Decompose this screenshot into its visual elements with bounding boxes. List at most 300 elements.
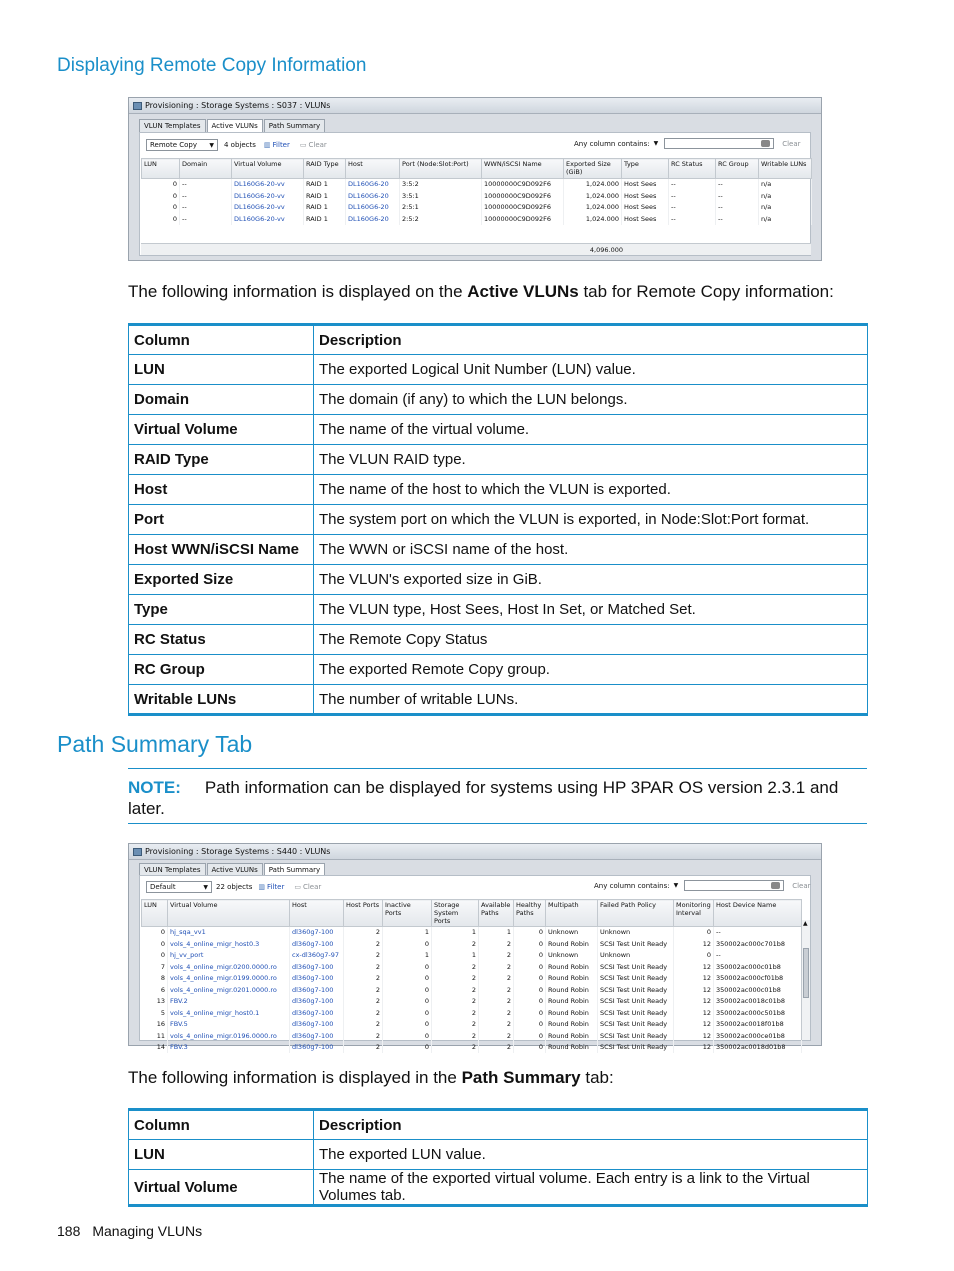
table-cell: SCSI Test Unit Ready [598, 973, 674, 985]
table-cell: 1,024.000 [564, 202, 622, 214]
table-cell: dl360g7-100 [290, 1007, 344, 1019]
col-exported-size[interactable]: Exported Size (GiB) [564, 159, 622, 179]
table-cell: vols_4_online_migr_host0.1 [168, 1007, 290, 1019]
col-rc-status[interactable]: RC Status [669, 159, 716, 179]
path-summary-columns-table [128, 1108, 868, 1207]
table-row[interactable] [142, 213, 812, 225]
table-cell: 0 [514, 961, 546, 973]
column-name: Host WWN/iSCSI Name [129, 535, 314, 565]
table-row [129, 595, 868, 625]
tab-bar [139, 119, 326, 132]
table-cell: 2:5:1 [400, 202, 482, 214]
clear-button[interactable]: Clear [302, 883, 322, 891]
col-virtual-volume[interactable]: Virtual Volume [232, 159, 304, 179]
table-row [129, 535, 868, 565]
object-count: 4 objects [224, 141, 256, 149]
table-cell: 3:5:1 [400, 190, 482, 202]
table-cell: 12 [674, 973, 714, 985]
table-cell: RAID 1 [304, 179, 346, 191]
table-cell: 0 [514, 1019, 546, 1031]
tab-vlun-templates[interactable]: VLUN Templates [139, 863, 206, 876]
column-name: Host [129, 475, 314, 505]
col-rc-group[interactable]: RC Group [716, 159, 759, 179]
paragraph-active-vluns: The following information is displayed on the Active VLUNs tab for Remote Copy information: [128, 282, 834, 301]
table-cell: dl360g7-100 [290, 973, 344, 985]
table-cell: Round Robin [546, 984, 598, 996]
table-cell: 0 [142, 202, 180, 214]
table-cell: hj_vv_port [168, 950, 290, 962]
table-cell: DL160G6-20 [346, 213, 400, 225]
window-title: Provisioning : Storage Systems : S440 : VLUNs [145, 847, 331, 856]
table-cell: SCSI Test Unit Ready [598, 961, 674, 973]
screenshot-path-summary [128, 843, 822, 1051]
table-cell: 0 [514, 950, 546, 962]
column-name: Virtual Volume [129, 415, 314, 445]
table-cell: 8 [142, 973, 168, 985]
table-cell: 0 [383, 961, 432, 973]
table-cell: 350002ac0018d01b8 [714, 1042, 802, 1054]
table-cell: 2 [432, 973, 479, 985]
table-cell: 11 [142, 1030, 168, 1042]
table-cell: 1 [432, 950, 479, 962]
table-cell: 0 [142, 213, 180, 225]
filter-dropdown[interactable]: Default ▼ [146, 881, 212, 893]
column-description: The exported LUN value. [314, 1140, 868, 1170]
object-count: 22 objects [216, 883, 253, 891]
table-cell: -- [669, 190, 716, 202]
section-heading: Displaying Remote Copy Information [57, 55, 367, 76]
col-domain[interactable]: Domain [180, 159, 232, 179]
table-cell: hj_sqa_vv1 [168, 927, 290, 939]
screenshot-active-vluns [128, 97, 822, 261]
table-cell: 0 [142, 179, 180, 191]
table-cell: 0 [514, 927, 546, 939]
table-cell: 2 [479, 950, 514, 962]
table-cell: 0 [514, 996, 546, 1008]
table-row [129, 1170, 868, 1206]
col-available-paths[interactable]: Available Paths [479, 900, 514, 927]
table-cell: dl360g7-100 [290, 984, 344, 996]
table-cell: 0 [674, 927, 714, 939]
table-cell: DL160G6-20-vv [232, 213, 304, 225]
column-name: LUN [129, 355, 314, 385]
table-cell: RAID 1 [304, 213, 346, 225]
col-wwn[interactable]: WWN/iSCSI Name [482, 159, 564, 179]
page-footer [57, 1223, 202, 1239]
col-healthy-paths[interactable]: Healthy Paths [514, 900, 546, 927]
table-row[interactable] [142, 973, 802, 985]
table-cell: 0 [383, 1019, 432, 1031]
col-failed-path-policy[interactable]: Failed Path Policy [598, 900, 674, 927]
table-cell: -- [716, 179, 759, 191]
column-name: Type [129, 595, 314, 625]
table-cell: 350002ac000c701b8 [714, 938, 802, 950]
filter-button[interactable]: Filter [272, 141, 290, 149]
vlun-table [141, 158, 812, 225]
table-row[interactable] [142, 190, 812, 202]
any-column-label: Any column contains: [574, 139, 650, 148]
table-cell: 350002ac000c01b8 [714, 984, 802, 996]
search-input[interactable] [664, 138, 774, 149]
table-cell: Round Robin [546, 1019, 598, 1031]
paragraph-path-summary: The following information is displayed in the Path Summary tab: [128, 1068, 614, 1087]
table-row[interactable] [142, 1019, 802, 1031]
table-cell: 12 [674, 1007, 714, 1019]
table-cell: DL160G6-20 [346, 190, 400, 202]
table-cell: vols_4_online_migr.0200.0000.ro [168, 961, 290, 973]
col-host-device-name[interactable]: Host Device Name [714, 900, 802, 927]
totals-row [141, 243, 811, 255]
table-cell: FBV.2 [168, 996, 290, 1008]
table-cell: RAID 1 [304, 190, 346, 202]
filter-icon: ▥ [258, 883, 265, 891]
table-cell: dl360g7-100 [290, 961, 344, 973]
table-cell: 1 [383, 927, 432, 939]
header-column: Column [129, 1110, 314, 1140]
col-writable-luns[interactable]: Writable LUNs [759, 159, 812, 179]
table-cell: 2 [344, 938, 383, 950]
table-cell: n/a [759, 213, 812, 225]
chevron-down-icon[interactable]: ▼ [673, 882, 679, 889]
table-cell: SCSI Test Unit Ready [598, 1019, 674, 1031]
table-cell: -- [714, 927, 802, 939]
col-virtual-volume[interactable]: Virtual Volume [168, 900, 290, 927]
binoculars-icon [761, 140, 770, 147]
chevron-down-icon[interactable]: ▼ [653, 140, 659, 147]
search-input[interactable] [684, 880, 784, 891]
table-cell: Unknown [546, 950, 598, 962]
table-cell: vols_4_online_migr.0201.0000.ro [168, 984, 290, 996]
table-cell: 10000000C9D092F6 [482, 179, 564, 191]
chevron-down-icon: ▼ [203, 883, 208, 891]
table-cell: -- [180, 202, 232, 214]
table-cell: 2 [479, 1007, 514, 1019]
tab-active-vluns[interactable]: Active VLUNs [207, 119, 263, 132]
table-cell: 2 [344, 1007, 383, 1019]
table-cell: 2 [432, 1019, 479, 1031]
vertical-scrollbar[interactable] [801, 920, 810, 1040]
table-cell: 2 [344, 950, 383, 962]
clear-icon: ▭ [299, 141, 307, 149]
column-description: The name of the virtual volume. [314, 415, 868, 445]
table-cell: 2 [479, 984, 514, 996]
table-cell: 12 [674, 996, 714, 1008]
column-name: Exported Size [129, 565, 314, 595]
table-cell: vols_4_online_migr.0199.0000.ro [168, 973, 290, 985]
column-name: RC Status [129, 625, 314, 655]
table-cell: dl360g7-100 [290, 996, 344, 1008]
table-cell: 0 [383, 938, 432, 950]
column-description: The WWN or iSCSI name of the host. [314, 535, 868, 565]
any-column-label: Any column contains: [594, 881, 670, 890]
table-row[interactable] [142, 179, 812, 191]
table-cell: dl360g7-100 [290, 1030, 344, 1042]
tab-path-summary[interactable]: Path Summary [264, 863, 325, 876]
column-name: RC Group [129, 655, 314, 685]
table-cell: 2 [479, 1019, 514, 1031]
column-name: Writable LUNs [129, 685, 314, 715]
table-cell: 350002ac000cf01b8 [714, 973, 802, 985]
table-cell: 2 [344, 927, 383, 939]
table-cell: 2 [344, 996, 383, 1008]
table-cell: 2 [344, 973, 383, 985]
table-row [129, 655, 868, 685]
column-description: The number of writable LUNs. [314, 685, 868, 715]
toolbar [146, 881, 321, 893]
table-cell: dl360g7-100 [290, 927, 344, 939]
table-cell: 2 [432, 1042, 479, 1054]
vlun-panel [139, 132, 811, 256]
table-cell: -- [716, 190, 759, 202]
clear-icon: ▭ [294, 883, 301, 891]
column-description: The VLUN RAID type. [314, 445, 868, 475]
table-cell: 6 [142, 984, 168, 996]
clear-search-button[interactable]: Clear [792, 881, 811, 890]
table-cell: 12 [674, 1030, 714, 1042]
table-cell: 0 [383, 1042, 432, 1054]
table-cell: 14 [142, 1042, 168, 1054]
table-cell: DL160G6-20-vv [232, 202, 304, 214]
window-titlebar [129, 844, 821, 860]
table-cell: -- [669, 213, 716, 225]
table-cell: SCSI Test Unit Ready [598, 1030, 674, 1042]
table-row [129, 685, 868, 715]
table-cell: 2 [344, 961, 383, 973]
table-cell: 7 [142, 961, 168, 973]
table-cell: 0 [383, 1007, 432, 1019]
table-header-row [129, 1110, 868, 1140]
col-host[interactable]: Host [346, 159, 400, 179]
column-description: The Remote Copy Status [314, 625, 868, 655]
column-description: The domain (if any) to which the LUN belongs. [314, 385, 868, 415]
table-cell: 2 [432, 1007, 479, 1019]
table-cell: -- [180, 179, 232, 191]
table-cell: Unknown [598, 927, 674, 939]
table-cell: -- [716, 213, 759, 225]
table-row [129, 415, 868, 445]
col-multipath[interactable]: Multipath [546, 900, 598, 927]
tab-active-vluns[interactable]: Active VLUNs [207, 863, 263, 876]
col-raid-type[interactable]: RAID Type [304, 159, 346, 179]
search-bar [594, 880, 811, 891]
window-title: Provisioning : Storage Systems : S037 : VLUNs [145, 101, 331, 110]
filter-button[interactable]: Filter [266, 883, 285, 891]
table-cell: 0 [142, 927, 168, 939]
table-cell: Unknown [546, 927, 598, 939]
table-cell: Round Robin [546, 996, 598, 1008]
table-cell: 10000000C9D092F6 [482, 190, 564, 202]
path-summary-table [141, 899, 802, 1053]
table-cell: 2 [479, 961, 514, 973]
table-cell: dl360g7-100 [290, 1019, 344, 1031]
table-cell: Round Robin [546, 1007, 598, 1019]
table-cell: 1 [479, 927, 514, 939]
table-cell: 2 [479, 938, 514, 950]
table-cell: Round Robin [546, 973, 598, 985]
table-row[interactable] [142, 1007, 802, 1019]
col-lun[interactable]: LUN [142, 900, 168, 927]
table-cell: 0 [674, 950, 714, 962]
table-cell: Host Sees [622, 213, 669, 225]
table-cell: 2 [432, 938, 479, 950]
table-cell: 2 [344, 1042, 383, 1054]
table-cell: 12 [674, 961, 714, 973]
table-row[interactable] [142, 202, 812, 214]
table-cell: 350002ac000ce01b8 [714, 1030, 802, 1042]
table-row [129, 565, 868, 595]
col-type[interactable]: Type [622, 159, 669, 179]
col-lun[interactable]: LUN [142, 159, 180, 179]
table-row [129, 475, 868, 505]
table-cell: Round Robin [546, 938, 598, 950]
table-cell: SCSI Test Unit Ready [598, 1007, 674, 1019]
col-inactive-ports[interactable]: Inactive Ports [383, 900, 432, 927]
scroll-up-icon[interactable]: ▲ [803, 920, 808, 927]
column-name: LUN [129, 1140, 314, 1170]
header-column: Column [129, 325, 314, 355]
table-cell: 2 [344, 984, 383, 996]
table-cell: DL160G6-20 [346, 179, 400, 191]
table-cell: SCSI Test Unit Ready [598, 938, 674, 950]
table-cell: -- [669, 202, 716, 214]
table-row [129, 355, 868, 385]
table-cell: 1,024.000 [564, 179, 622, 191]
active-vluns-columns-table [128, 323, 868, 716]
table-cell: 12 [674, 1042, 714, 1054]
path-summary-panel [139, 875, 811, 1051]
col-host-ports[interactable]: Host Ports [344, 900, 383, 927]
col-host[interactable]: Host [290, 900, 344, 927]
table-cell: dl360g7-100 [290, 1042, 344, 1054]
table-cell: 1,024.000 [564, 213, 622, 225]
column-description: The VLUN's exported size in GiB. [314, 565, 868, 595]
table-cell: 0 [514, 1042, 546, 1054]
table-cell: 0 [514, 1007, 546, 1019]
table-cell: 5 [142, 1007, 168, 1019]
table-cell: FBV.3 [168, 1042, 290, 1054]
table-cell: 350002ac0018f01b8 [714, 1019, 802, 1031]
table-row[interactable] [142, 1042, 802, 1054]
table-cell: 10000000C9D092F6 [482, 213, 564, 225]
table-cell: 16 [142, 1019, 168, 1031]
table-cell: 2:5:2 [400, 213, 482, 225]
table-cell: 2 [479, 1042, 514, 1054]
table-cell: 0 [514, 938, 546, 950]
column-name: Virtual Volume [129, 1170, 314, 1206]
col-monitoring-interval[interactable]: Monitoring Interval [674, 900, 714, 927]
table-cell: DL160G6-20 [346, 202, 400, 214]
table-cell: 350002ac000c501b8 [714, 1007, 802, 1019]
scrollbar-thumb[interactable] [803, 948, 809, 998]
column-description: The exported Logical Unit Number (LUN) value. [314, 355, 868, 385]
table-cell: 2 [344, 1030, 383, 1042]
toolbar [146, 139, 327, 151]
table-cell: -- [180, 190, 232, 202]
table-cell: 0 [383, 984, 432, 996]
table-row[interactable] [142, 996, 802, 1008]
table-cell: 0 [383, 1030, 432, 1042]
chevron-down-icon: ▼ [209, 141, 214, 149]
table-cell: Round Robin [546, 1030, 598, 1042]
table-cell: 0 [514, 984, 546, 996]
table-cell: -- [669, 179, 716, 191]
binoculars-icon [771, 882, 780, 889]
table-cell: -- [180, 213, 232, 225]
table-cell: Round Robin [546, 1042, 598, 1054]
table-cell: n/a [759, 202, 812, 214]
table-cell: SCSI Test Unit Ready [598, 996, 674, 1008]
col-port[interactable]: Port (Node:Slot:Port) [400, 159, 482, 179]
table-cell: Host Sees [622, 179, 669, 191]
table-row[interactable] [142, 938, 802, 950]
filter-dropdown[interactable]: Remote Copy ▼ [146, 139, 218, 151]
column-description: The name of the host to which the VLUN is exported. [314, 475, 868, 505]
note-text: Path information can be displayed for systems using HP 3PAR OS version 2.3.1 and later. [128, 778, 839, 818]
provisioning-icon [133, 102, 142, 110]
table-cell: Host Sees [622, 190, 669, 202]
table-cell: 12 [674, 1019, 714, 1031]
note-label: NOTE: [128, 778, 181, 797]
column-description: The system port on which the VLUN is exported, in Node:Slot:Port format. [314, 505, 868, 535]
search-bar [574, 138, 801, 149]
table-cell: n/a [759, 190, 812, 202]
footer-section: Managing VLUNs [92, 1223, 203, 1239]
table-row[interactable] [142, 927, 802, 939]
clear-button[interactable]: Clear [308, 141, 327, 149]
filter-icon: ▥ [263, 141, 271, 149]
table-cell: cx-dl360g7-97 [290, 950, 344, 962]
tab-vlun-templates[interactable]: VLUN Templates [139, 119, 206, 132]
table-cell: Round Robin [546, 961, 598, 973]
table-cell: 12 [674, 984, 714, 996]
table-cell: 2 [432, 984, 479, 996]
table-row[interactable] [142, 961, 802, 973]
column-description: The VLUN type, Host Sees, Host In Set, or Matched Set. [314, 595, 868, 625]
table-cell: RAID 1 [304, 202, 346, 214]
table-cell: vols_4_online_migr.0196.0000.ro [168, 1030, 290, 1042]
table-row[interactable] [142, 984, 802, 996]
table-cell: 2 [432, 996, 479, 1008]
table-cell: n/a [759, 179, 812, 191]
table-cell: 2 [479, 973, 514, 985]
clear-search-button[interactable]: Clear [782, 139, 801, 148]
table-row [129, 1140, 868, 1170]
total-exported-size: 4,096.000 [589, 246, 623, 254]
table-cell: 2 [344, 1019, 383, 1031]
table-cell: 0 [514, 973, 546, 985]
table-row[interactable] [142, 950, 802, 962]
column-description: The exported Remote Copy group. [314, 655, 868, 685]
table-header-row [129, 325, 868, 355]
table-row[interactable] [142, 1030, 802, 1042]
col-storage-system-ports[interactable]: Storage System Ports [432, 900, 479, 927]
table-cell: 0 [142, 190, 180, 202]
table-cell: 12 [674, 938, 714, 950]
table-cell: 2 [479, 1030, 514, 1042]
table-cell: 3:5:2 [400, 179, 482, 191]
table-cell: FBV.5 [168, 1019, 290, 1031]
tab-path-summary[interactable]: Path Summary [264, 119, 325, 132]
table-cell: 1 [432, 927, 479, 939]
page-number: 188 [57, 1223, 81, 1239]
table-cell: vols_4_online_migr_host0.3 [168, 938, 290, 950]
table-row [129, 445, 868, 475]
path-summary-heading: Path Summary Tab [57, 731, 253, 757]
table-cell: 350002ac000c01b8 [714, 961, 802, 973]
table-cell: 10000000C9D092F6 [482, 202, 564, 214]
table-row [129, 385, 868, 415]
table-cell: Unknown [598, 950, 674, 962]
